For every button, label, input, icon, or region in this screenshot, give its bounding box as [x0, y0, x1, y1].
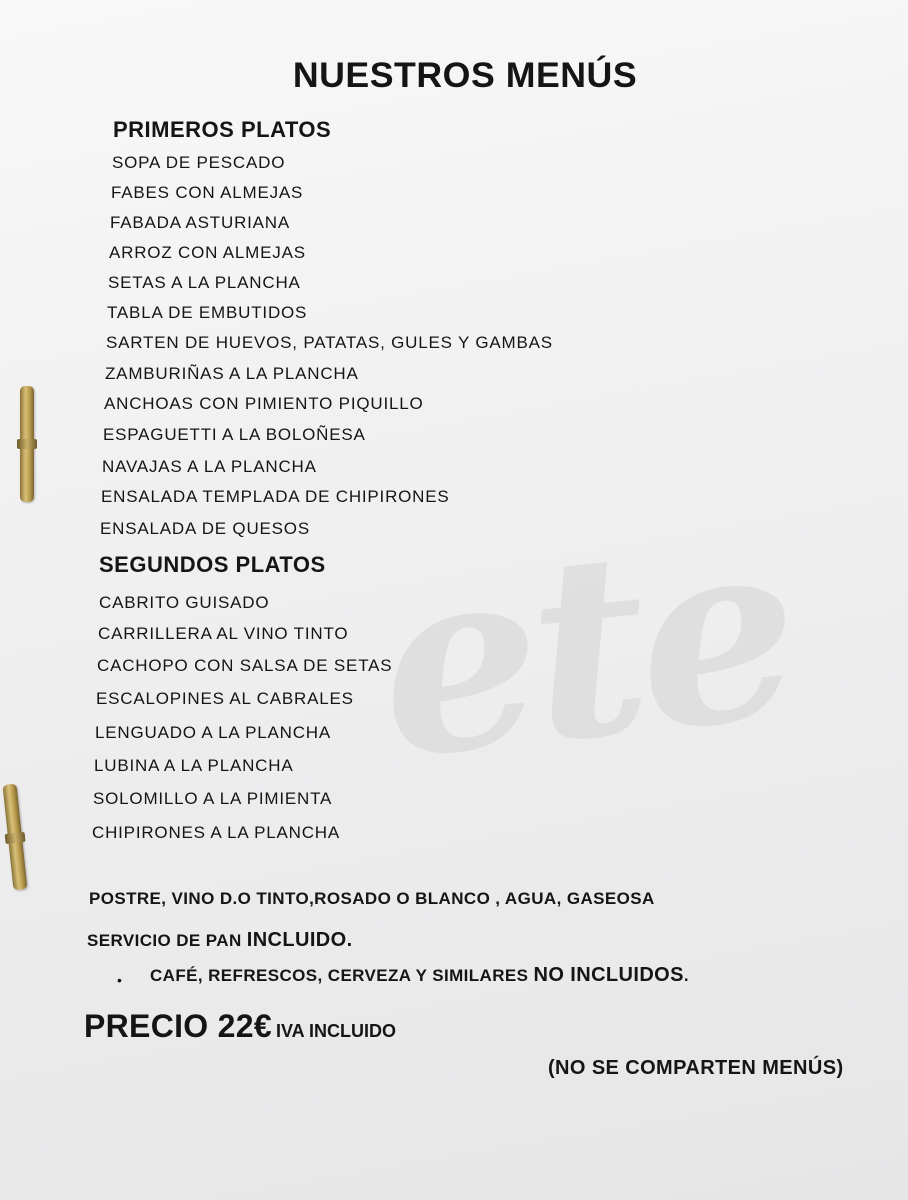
segundos-item: CABRITO GUISADO: [99, 593, 270, 612]
brass-fastener-icon-bottom: [2, 784, 27, 891]
primeros-item: SARTEN DE HUEVOS, PATATAS, GULES Y GAMBAS: [106, 333, 553, 352]
segundos-item: ESCALOPINES AL CABRALES: [96, 689, 354, 708]
not-included-end: .: [683, 966, 689, 985]
segundos-item: CARRILLERA AL VINO TINTO: [98, 624, 349, 643]
price-line: [84, 1008, 396, 1045]
not-included-line: [150, 964, 689, 987]
primeros-item: FABADA ASTURIANA: [110, 213, 291, 232]
segundos-item: SOLOMILLO A LA PIMIENTA: [93, 789, 333, 808]
primeros-item: ESPAGUETTI A LA BOLOÑESA: [103, 425, 366, 444]
segundos-item: LUBINA A LA PLANCHA: [94, 756, 294, 775]
bread-service-included: INCLUIDO.: [246, 929, 353, 951]
primeros-item: ARROZ CON ALMEJAS: [109, 243, 306, 262]
primeros-item: FABES CON ALMEJAS: [111, 183, 304, 202]
segundos-heading: SEGUNDOS PLATOS: [99, 552, 326, 577]
price-tax-note: IVA INCLUIDO: [275, 1021, 396, 1041]
bullet-icon: •: [117, 972, 122, 988]
segundos-item: CHIPIRONES A LA PLANCHA: [92, 823, 340, 842]
primeros-item: NAVAJAS A LA PLANCHA: [102, 457, 317, 476]
bread-service-line: [87, 929, 353, 952]
primeros-item: ENSALADA TEMPLADA DE CHIPIRONES: [101, 487, 450, 506]
bread-service-text: SERVICIO DE PAN: [87, 931, 247, 950]
primeros-item: ZAMBURIÑAS A LA PLANCHA: [105, 364, 359, 383]
price-amount: PRECIO 22€: [84, 1008, 272, 1044]
primeros-item: TABLA DE EMBUTIDOS: [107, 303, 308, 322]
segundos-item: LENGUADO A LA PLANCHA: [95, 723, 331, 742]
segundos-item: CACHOPO CON SALSA DE SETAS: [97, 656, 393, 675]
includes-line: POSTRE, VINO D.O TINTO,ROSADO O BLANCO , AGUA, GASEOSA: [89, 889, 655, 908]
primeros-item: SETAS A LA PLANCHA: [108, 273, 301, 292]
not-included-text: CAFÉ, REFRESCOS, CERVEZA Y SIMILARES: [150, 966, 534, 985]
brass-fastener-icon-top: [20, 386, 34, 502]
menu-title: NUESTROS MENÚS: [292, 56, 638, 95]
restaurant-logo-watermark: ete: [365, 479, 804, 815]
primeros-item: ENSALADA DE QUESOS: [100, 519, 310, 538]
primeros-item: SOPA DE PESCADO: [112, 153, 286, 172]
no-sharing-note: (NO SE COMPARTEN MENÚS): [548, 1057, 844, 1079]
not-included-emphasis: NO INCLUIDOS: [533, 964, 684, 986]
primeros-heading: PRIMEROS PLATOS: [113, 117, 332, 142]
primeros-item: ANCHOAS CON PIMIENTO PIQUILLO: [104, 394, 424, 413]
